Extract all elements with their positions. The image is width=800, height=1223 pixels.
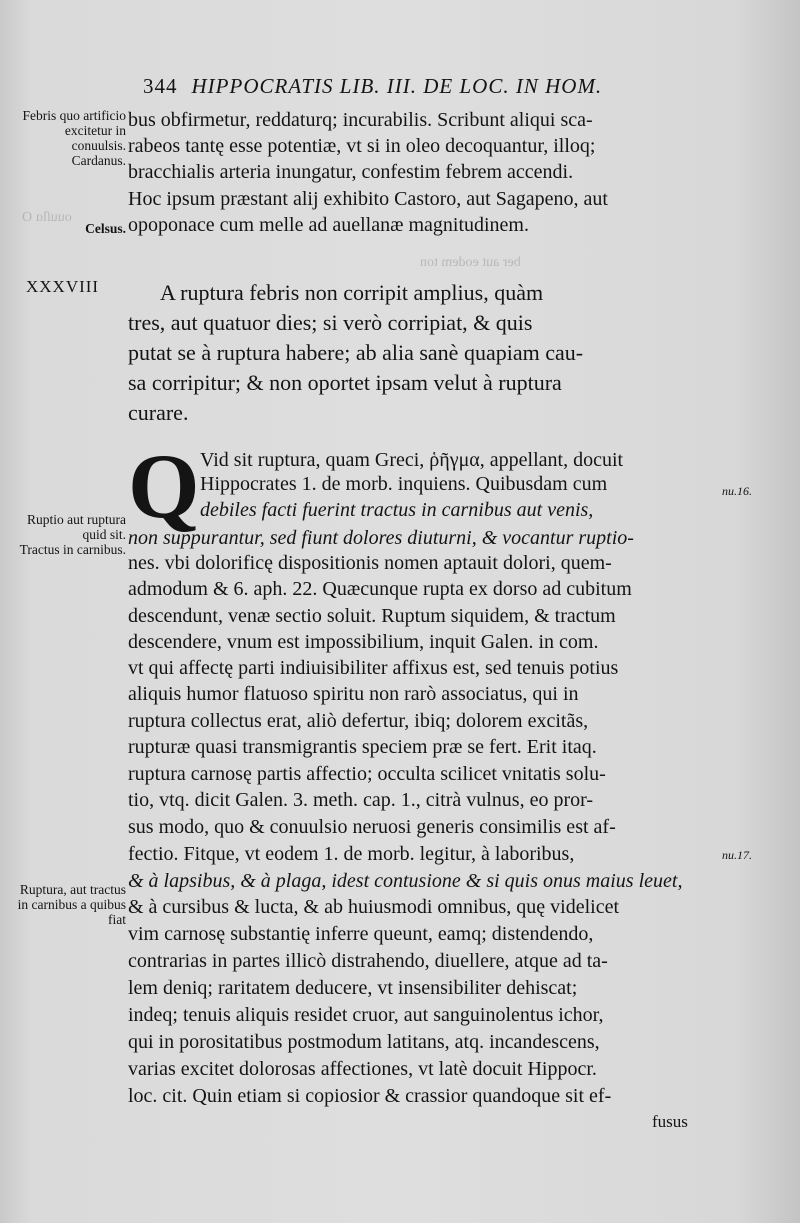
text-line: putat se à ruptura habere; ab alia sanè quapiam cau- (128, 340, 584, 365)
text-line: fectio. Fitque, vt eodem 1. de morb. legitur, à laboribus, (128, 843, 575, 865)
catchword: fusus (652, 1112, 688, 1131)
text-line: Hippocrates 1. de morb. inquiens. Quibusdam cum (200, 473, 608, 495)
text-line: A ruptura febris non corripit amplius, quàm (160, 280, 544, 305)
text-line: contrarias in partes illicò distrahendo, diuellere, atque ad ta- (128, 950, 608, 972)
text-line: bracchialis arteria inungatur, confestim febrem accendi. (128, 161, 574, 183)
text-line: nes. vbi dolorificę dispositionis nomen aptauit dolori, quem- (128, 552, 612, 574)
text-line: sus modo, quo & conuulsio neruosi generis consimilis est af- (128, 816, 616, 838)
bleed-through-text: ouuſlɑ O (22, 210, 72, 225)
text-line: & à lapsibus, & à plaga, idest contusione & si quis onus maius leuet, (128, 870, 683, 892)
text-line: varias excitet dolorosas affectiones, vt latè docuit Hippocr. (128, 1058, 597, 1080)
margin-note-name: Cardanus. (71, 153, 126, 168)
text-line: tres, aut quatuor dies; si verò corripiat, & quis (128, 310, 533, 335)
text-line: tio, vtq. dicit Galen. 3. meth. cap. 1., citrà vulnus, eo pror- (128, 789, 594, 811)
section-number: XXXVIII (26, 277, 100, 296)
text-line: rabeos tantę esse potentiæ, vt si in oleo decoquantur, illoq; (128, 135, 596, 157)
margin-ref-nu16: nu.16. (722, 484, 752, 498)
text-line: aliquis humor flatuoso spiritu non rarò associatus, qui in (128, 683, 579, 705)
text-line: Hoc ipsum præstant alij exhibito Castoro, aut Sagapeno, aut (128, 188, 608, 210)
margin-note-febris (14, 108, 126, 168)
text-line: non suppurantur, sed fiunt dolores diuturni, & vocantur ruptio- (128, 527, 634, 549)
text-line: vt qui affectę parti indiuisibiliter affixus est, sed tenuis potius (128, 657, 619, 679)
page-number: 344 (143, 74, 178, 98)
text-line: lem deniq; raritatem deducere, vt insensibiliter dehiscat; (128, 977, 578, 999)
bleed-through-text: ber aut eodem ton (420, 255, 521, 270)
text-line: ruptura carnosę partis affectio; occulta scilicet vnitatis solu- (128, 763, 606, 785)
text-line: qui in porositatibus postmodum latitans, atq. incandescens, (128, 1031, 600, 1053)
margin-note-text: Tractus in carnibus. (19, 542, 126, 557)
text-line: indeq; tenuis aliquis residet cruor, aut sanguinolentus ichor, (128, 1004, 604, 1026)
margin-note-text: Febris quo artificio excitetur in conuulsis. (22, 108, 126, 153)
text-line: rupturæ quasi transmigrantis speciem præ se fert. Erit itaq. (128, 736, 597, 758)
text-line: descendere, vnum est impossibilium, inquit Galen. in com. (128, 631, 599, 653)
text-line: debiles facti fuerint tractus in carnibus aut venis, (200, 499, 594, 521)
text-line: bus obfirmetur, reddaturq; incurabilis. Scribunt aliqui sca- (128, 109, 593, 131)
text-line: Vid sit ruptura, quam Greci, ῥῆγμα, appellant, docuit (200, 449, 624, 471)
text-line: sa corripitur; & non oportet ipsam velut à ruptura (128, 370, 562, 395)
running-title: HIPPOCRATIS LIB. III. DE LOC. IN HOM. (191, 74, 603, 98)
margin-note-celsus: Celsus. (85, 221, 126, 236)
text-line: curare. (128, 400, 189, 425)
text-line: vim carnosę substantię inferre queunt, eamq; distendendo, (128, 923, 594, 945)
margin-note-ruptura: Ruptura, aut tractus in carnibus a quibus fiat (17, 882, 126, 927)
text-line: ruptura collectus erat, aliò defertur, ibiq; dolorem excitãs, (128, 710, 589, 732)
text-line: & à cursibus & lucta, & ab huiusmodi omnibus, quę videlicet (128, 896, 620, 918)
margin-note-text: Ruptio aut ruptura quid sit. (27, 512, 126, 542)
running-header (143, 74, 663, 104)
text-line: descendunt, venæ sectio soluit. Ruptum siquidem, & tractum (128, 605, 616, 627)
text-line: loc. cit. Quin etiam si copiosior & crassior quandoque sit ef- (128, 1085, 612, 1107)
text-line: opoponace cum melle ad auellanæ magnitudinem. (128, 214, 529, 236)
text-line: admodum & 6. aph. 22. Quæcunque rupta ex dorso ad cubitum (128, 578, 632, 600)
drop-cap: Q (128, 435, 200, 537)
margin-note-ruptio (14, 512, 126, 557)
margin-ref-nu17: nu.17. (722, 848, 752, 862)
